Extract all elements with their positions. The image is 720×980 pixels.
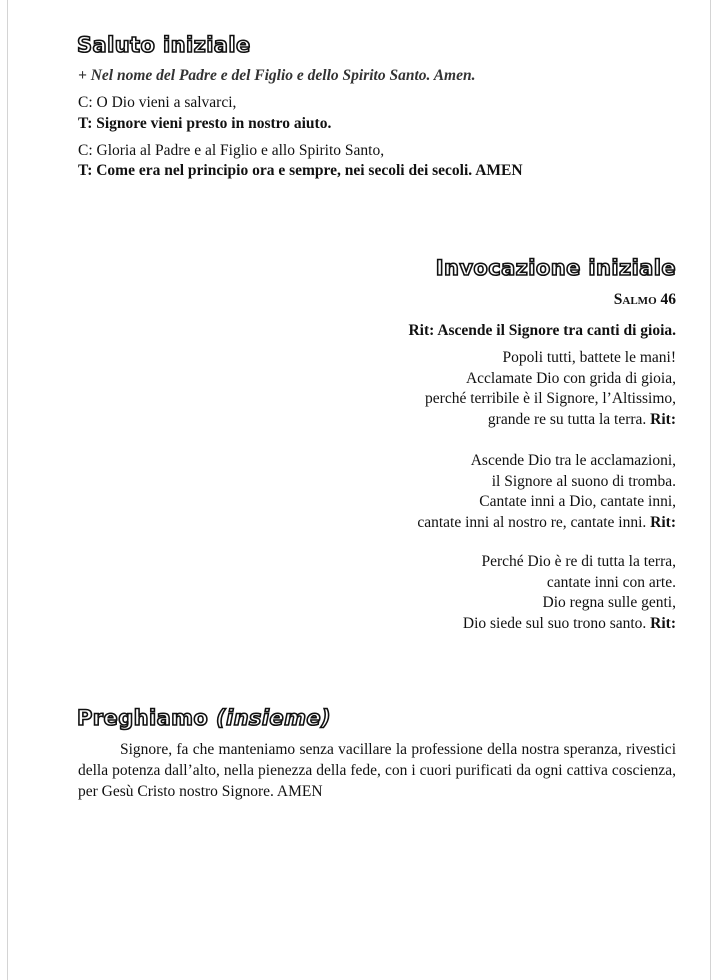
sign-of-cross-line: + Nel nome del Padre e del Figlio e dello Spirito Santo. Amen.	[78, 67, 476, 84]
stanza-line: Popoli tutti, battete le mani!	[502, 349, 676, 366]
stanza-line-text: Dio siede sul suo trono santo.	[462, 614, 647, 632]
heading-preghiamo	[77, 705, 331, 731]
heading-invocazione-iniziale: Invocazione iniziale	[435, 256, 676, 280]
response-line-1: T: Signore vieni presto in nostro aiuto.	[78, 115, 332, 132]
rit-marker: Rit:	[650, 614, 676, 632]
celebrant-line-1: C: O Dio vieni a salvarci,	[78, 94, 237, 111]
stanza-line: Perché Dio è re di tutta la terra,	[481, 553, 676, 570]
psalm-reference	[614, 290, 676, 310]
heading-preghiamo-title: Preghiamo	[77, 706, 209, 730]
page-border-left	[7, 0, 8, 980]
psalm-stanza-1	[425, 348, 676, 430]
stanza-line: Acclamate Dio con grida di gioia,	[465, 369, 676, 387]
psalm-word: Salmo	[613, 291, 657, 308]
stanza-line: il Signore al suono di tromba.	[491, 472, 676, 490]
psalm-number: 46	[660, 291, 676, 308]
stanza-last-line	[425, 410, 676, 431]
stanza-line-text: cantate inni al nostro re, cantate inni.	[417, 513, 647, 531]
psalm-refrain: Rit: Ascende il Signore tra canti di gioia.	[408, 322, 676, 339]
rit-marker: Rit:	[650, 410, 676, 428]
stanza-line-text: grande re su tutta la terra.	[487, 410, 647, 428]
stanza-line: Dio regna sulle genti,	[542, 594, 676, 611]
response-line-2: T: Come era nel principio ora e sempre, nei secoli dei secoli. AMEN	[78, 162, 523, 179]
stanza-line: Cantate inni a Dio, cantate inni,	[479, 493, 676, 510]
stanza-last-line	[463, 614, 676, 635]
stanza-line: perché terribile è il Signore, l’Altissimo,	[425, 390, 676, 407]
page-border-right	[710, 0, 711, 980]
celebrant-line-2: C: Gloria al Padre e al Figlio e allo Spirito Santo,	[78, 142, 385, 159]
stanza-line: cantate inni con arte.	[546, 573, 676, 591]
stanza-line: Ascende Dio tra le acclamazioni,	[470, 452, 676, 469]
rit-marker: Rit:	[650, 513, 676, 531]
psalm-stanza-3	[463, 552, 676, 634]
stanza-last-line	[417, 513, 676, 534]
psalm-stanza-2	[417, 451, 676, 533]
heading-saluto-iniziale: Saluto iniziale	[77, 33, 251, 57]
closing-prayer-text: Signore, fa che manteniamo senza vacillare la professione della nostra speranza, rivestici della potenza dall’alto, nella pienezza della fede, con i cuori purificati da ogni cattiva coscienza, per Gesù Cristo nostro Signore. AMEN	[78, 741, 676, 800]
heading-preghiamo-note: (insieme)	[215, 706, 331, 730]
